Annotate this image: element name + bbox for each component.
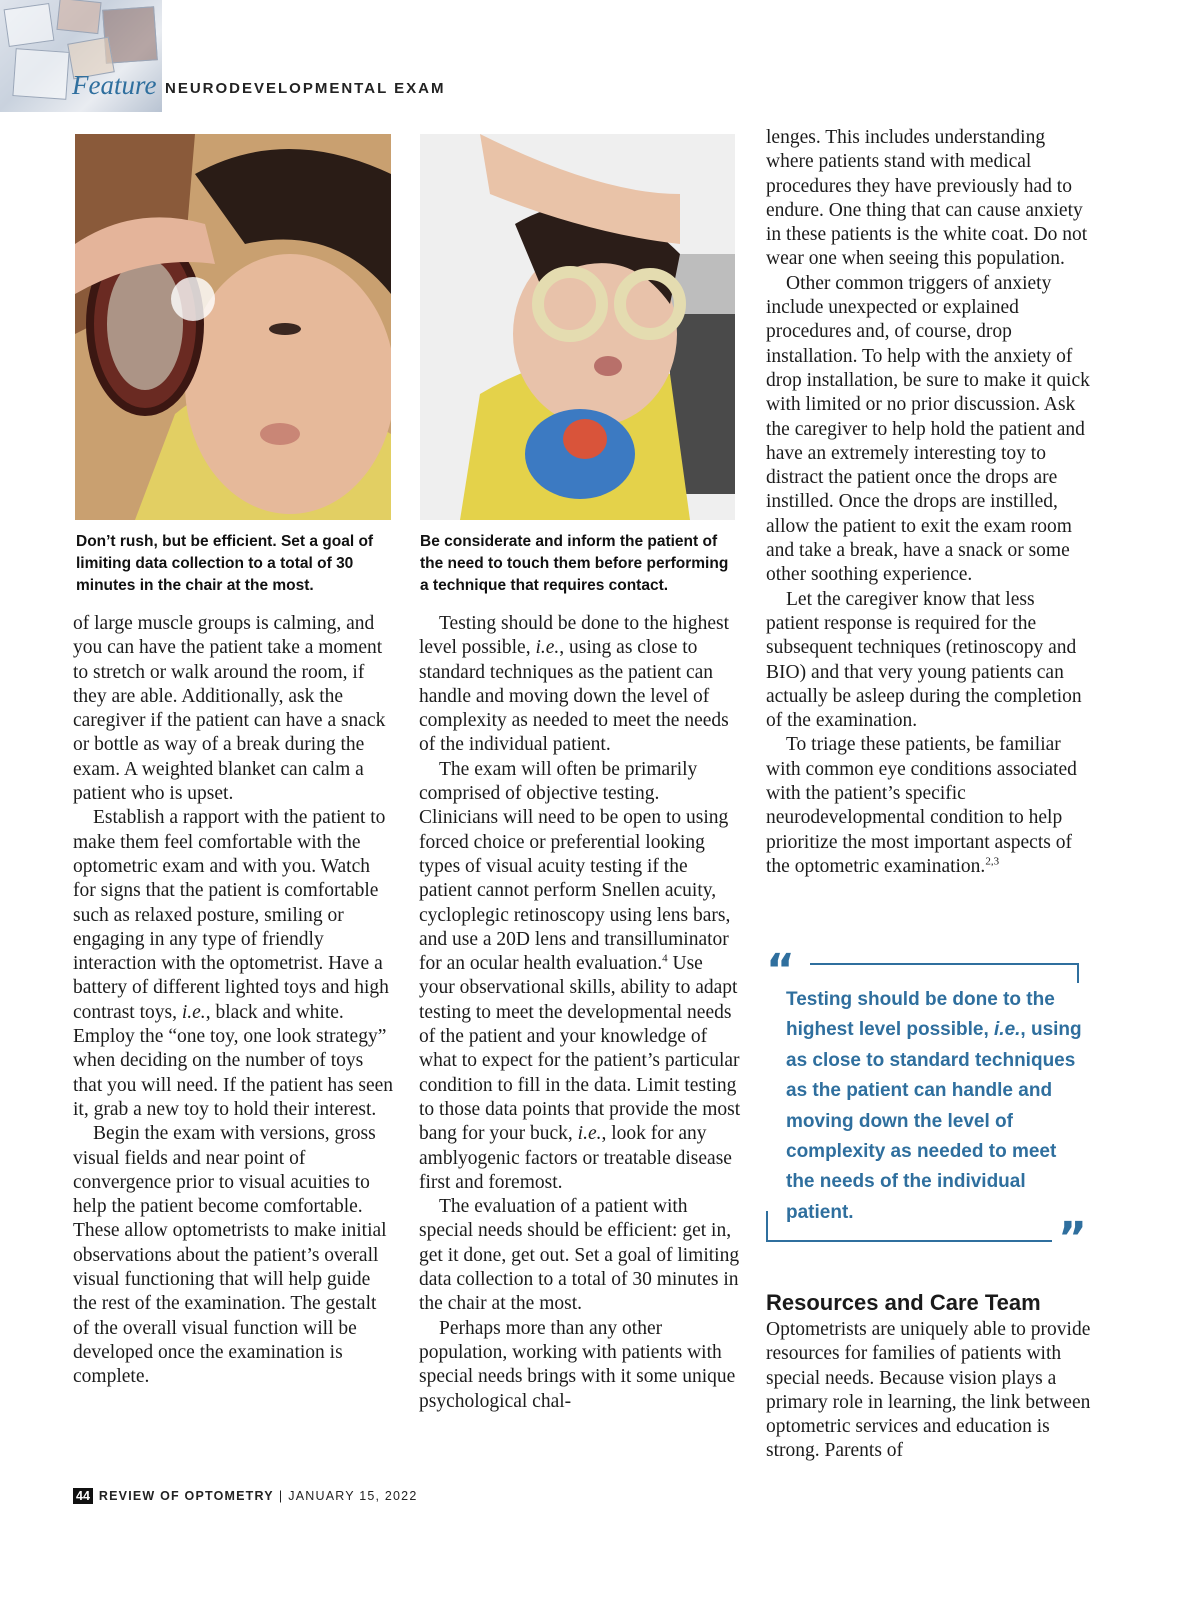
photo-trial-frame (420, 134, 735, 520)
issue-date: JANUARY 15, 2022 (288, 1489, 418, 1503)
footer-separator: | (278, 1489, 284, 1503)
article-column-3 (766, 126, 1091, 879)
section-label: NEURODEVELOPMENTAL EXAM (165, 80, 446, 97)
page-footer (73, 1488, 418, 1504)
paragraph: Optometrists are uniquely able to provide resources for families of patients with special needs. Because vision plays a primary role in learning, the link between optometric services and education is strong. Parents of (766, 1319, 1091, 1462)
paragraph: The exam will often be primarily comprised of objective testing. Clinicians will need to be open to using forced choice or preferential looking types of visual acuity testing if the patient cannot perform Snellen acuity, cycloplegic retinoscopy using lens bars, and use a 20D lens and transilluminator for an ocular health evaluation.$^4$ Use your observational skills, ability to adapt testing to meet the developmental needs of the patient and your knowledge of what to expect for the patient’s particular condition to fill in the data. Limit testing to those data points that provide the most bang for your buck, i.e., look for any amblyogenic factors or treatable disease first and foremost. (419, 758, 741, 1193)
pull-quote-text: Testing should be done to the highest level possible, i.e., using as close to standard techniques as the patient can handle and moving down the level of complexity as needed to meet the needs of the individual patient. (786, 989, 1082, 1223)
paragraph: Establish a rapport with the patient to make them feel comfortable with the optometric exam and with you. Watch for signs that the patient is comfortable such as relaxed posture, smiling or engaging in any type of friendly interaction with the optometrist. Have a battery of different lighted toys and high contrast toys, i.e., black and white. Employ the “one toy, one look strategy” when deciding on the number of toys that you will need. If the patient has seen it, grab a new toy to hold their interest. (73, 807, 394, 1120)
publication-name: REVIEW OF OPTOMETRY (98, 1489, 274, 1503)
article-column-1 (73, 612, 395, 1390)
feature-label: Feature (72, 70, 157, 100)
paragraph: Let the caregiver know that less patient response is required for the subsequent techniques (retinoscopy and BIO) and that very young patients can actually be asleep during the completion of the examination. (766, 588, 1082, 732)
paragraph: Testing should be done to the highest level possible, i.e., using as close to standard techniques as the patient can handle and moving down the level of complexity as needed to meet the needs of the individual patient. (419, 613, 730, 756)
open-quote-icon: “ (766, 945, 795, 996)
paragraph: To triage these patients, be familiar with common eye conditions associated with the patient’s specific neurodevelopmental condition to help prioritize the most important aspects of the optometric examination.$^{2,3}$ (766, 734, 1077, 877)
pull-quote-rule (810, 963, 1078, 965)
section-heading: Resources and Care Team (766, 1290, 1041, 1315)
paragraph: Perhaps more than any other population, working with patients with special needs brings with it some unique psychological chal- (419, 1317, 736, 1412)
photo-caption: Don’t rush, but be efficient. Set a goal of limiting data collection to a total of 30 minutes in the chair at the most. (76, 533, 374, 594)
paragraph: of large muscle groups is calming, and you can have the patient take a moment to stretch or walk around the room, if they are able. Additionally, ask the caregiver if the patient can have a snack or bottle as way of a break during the exam. A weighted blanket can calm a patient who is upset. (73, 613, 386, 805)
paragraph: Other common triggers of anxiety include unexpected or explained procedures and, of course, drop installation. To help with the anxiety of drop installation, be sure to make it quick with limited or no prior discussion. Ask the caregiver to help hold the patient and have an extremely interesting toy to distract the patient once the drops are instilled. Once the drops are instilled, allow the patient to exit the exam room and take a break, have a snack or some other soothing experience. (766, 272, 1090, 586)
pull-quote (766, 945, 1092, 1264)
paragraph: Begin the exam with versions, gross visual fields and near point of convergence prior to visual acuities to help the patient become comfortable. These allow optometrists to make initial observations about the patient’s overall visual functioning that will help guide the rest of the examination. The gestalt of the overall visual function will be developed once the examination is complete. (73, 1123, 387, 1388)
citation-ref: 4 (662, 952, 668, 965)
pull-quote-rule-cap (1077, 963, 1079, 983)
close-quote-icon: ” (1058, 1213, 1087, 1264)
photo-lens-exam (75, 134, 391, 520)
photo-caption: Be considerate and inform the patient of the need to touch them before performing a technique that requires contact. (420, 533, 729, 594)
page-number: 44 (73, 1488, 93, 1504)
paragraph: The evaluation of a patient with special needs should be efficient: get in, get it done, get out. Set a goal of limiting data collection to a total of 30 minutes in the chair at the most. (419, 1196, 740, 1315)
article-column-3-continued (766, 1318, 1091, 1464)
citation-ref: 2,3 (985, 855, 1000, 868)
pull-quote-rule-cap (766, 1211, 768, 1241)
pull-quote-rule (766, 1240, 1052, 1242)
article-column-2 (419, 612, 741, 1414)
paragraph: lenges. This includes understanding where patients stand with medical procedures they have previously had to endure. One thing that can cause anxiety in these patients is the white coat. Do not wear one when seeing this population. (766, 127, 1088, 270)
